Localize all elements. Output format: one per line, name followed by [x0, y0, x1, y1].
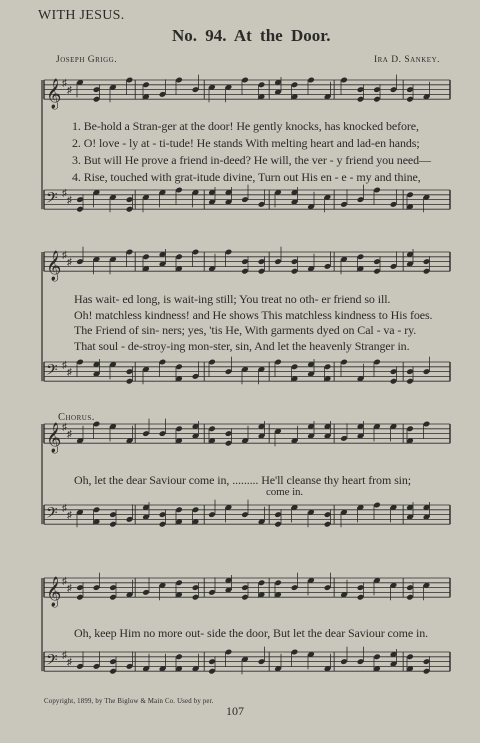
- treble-clef-icon: 𝄞: [46, 251, 62, 282]
- bass-clef-icon: 𝄢: [46, 361, 58, 383]
- sharp-icon: ♯: [67, 428, 72, 440]
- treble-clef-icon: 𝄞: [46, 79, 62, 110]
- book-heading: WITH JESUS.: [38, 8, 125, 23]
- hymn-number: No. 94.: [172, 26, 227, 45]
- sharp-icon: ♯: [67, 656, 72, 668]
- sharp-icon: ♯: [62, 503, 67, 515]
- verse-4-line-1: 4. Rise, touched with grat-itude divine, Turn out His en - e - my and thine,: [72, 170, 421, 184]
- sharp-icon: ♯: [67, 366, 72, 378]
- sharp-icon: ♯: [62, 576, 67, 588]
- verse-4-line-2: That soul - de-stroy-ing mon-ster, sin, And let the heavenly Stranger in.: [74, 339, 410, 353]
- sharp-icon: ♯: [67, 84, 72, 96]
- sharp-icon: ♯: [62, 250, 67, 262]
- lyricist-credit: Joseph Grigg.: [56, 55, 118, 65]
- copyright-notice: Copyright, 1899, by The Biglow & Main Co. Used by per.: [44, 698, 214, 705]
- verse-2-line-2: Oh! matchless kindness! and He shows This matchless kindness to His foes.: [74, 308, 433, 322]
- treble-clef-icon: 𝄞: [46, 423, 62, 454]
- verse-3-line-2: The Friend of sin- ners; yes, 'tis He, With garments dyed on Cal - va - ry.: [74, 323, 417, 337]
- sharp-icon: ♯: [67, 509, 72, 521]
- sharp-icon: ♯: [62, 422, 67, 434]
- sharp-icon: ♯: [67, 256, 72, 268]
- verse-1-line-2: Has wait- ed long, is wait-ing still; You treat no oth- er friend so ill.: [74, 292, 391, 306]
- verse-3-line-1: 3. But will He prove a friend in-deed? He will, the ver - y friend you need—: [72, 153, 431, 167]
- bass-clef-icon: 𝄢: [46, 651, 58, 673]
- bass-clef-icon: 𝄢: [46, 189, 58, 211]
- chorus-label: Chorus.: [58, 412, 95, 423]
- composer-credit: Ira D. Sankey.: [373, 55, 440, 65]
- chorus-line-1-sub: come in.: [266, 486, 304, 498]
- sharp-icon: ♯: [62, 188, 67, 200]
- sharp-icon: ♯: [62, 78, 67, 90]
- verse-1-line-1: 1. Be-hold a Stran-ger at the door! He gently knocks, has knocked before,: [72, 119, 419, 133]
- verse-2-line-1: 2. O! love - ly at - ti-tude! He stands With melting heart and lad-en hands;: [72, 136, 420, 150]
- chorus-line-2: Oh, keep Him no more out- side the door, But let the dear Saviour come in.: [74, 626, 429, 640]
- page-number: 107: [226, 704, 244, 718]
- chorus-line-1: Oh, let the dear Saviour come in, ......... He'll cleanse thy heart from sin;: [74, 473, 412, 487]
- sharp-icon: ♯: [67, 582, 72, 594]
- treble-clef-icon: 𝄞: [46, 577, 62, 608]
- bass-clef-icon: 𝄢: [46, 504, 58, 526]
- hymn-title: At the Door.: [233, 26, 331, 45]
- sharp-icon: ♯: [62, 650, 67, 662]
- sharp-icon: ♯: [62, 360, 67, 372]
- sharp-icon: ♯: [67, 194, 72, 206]
